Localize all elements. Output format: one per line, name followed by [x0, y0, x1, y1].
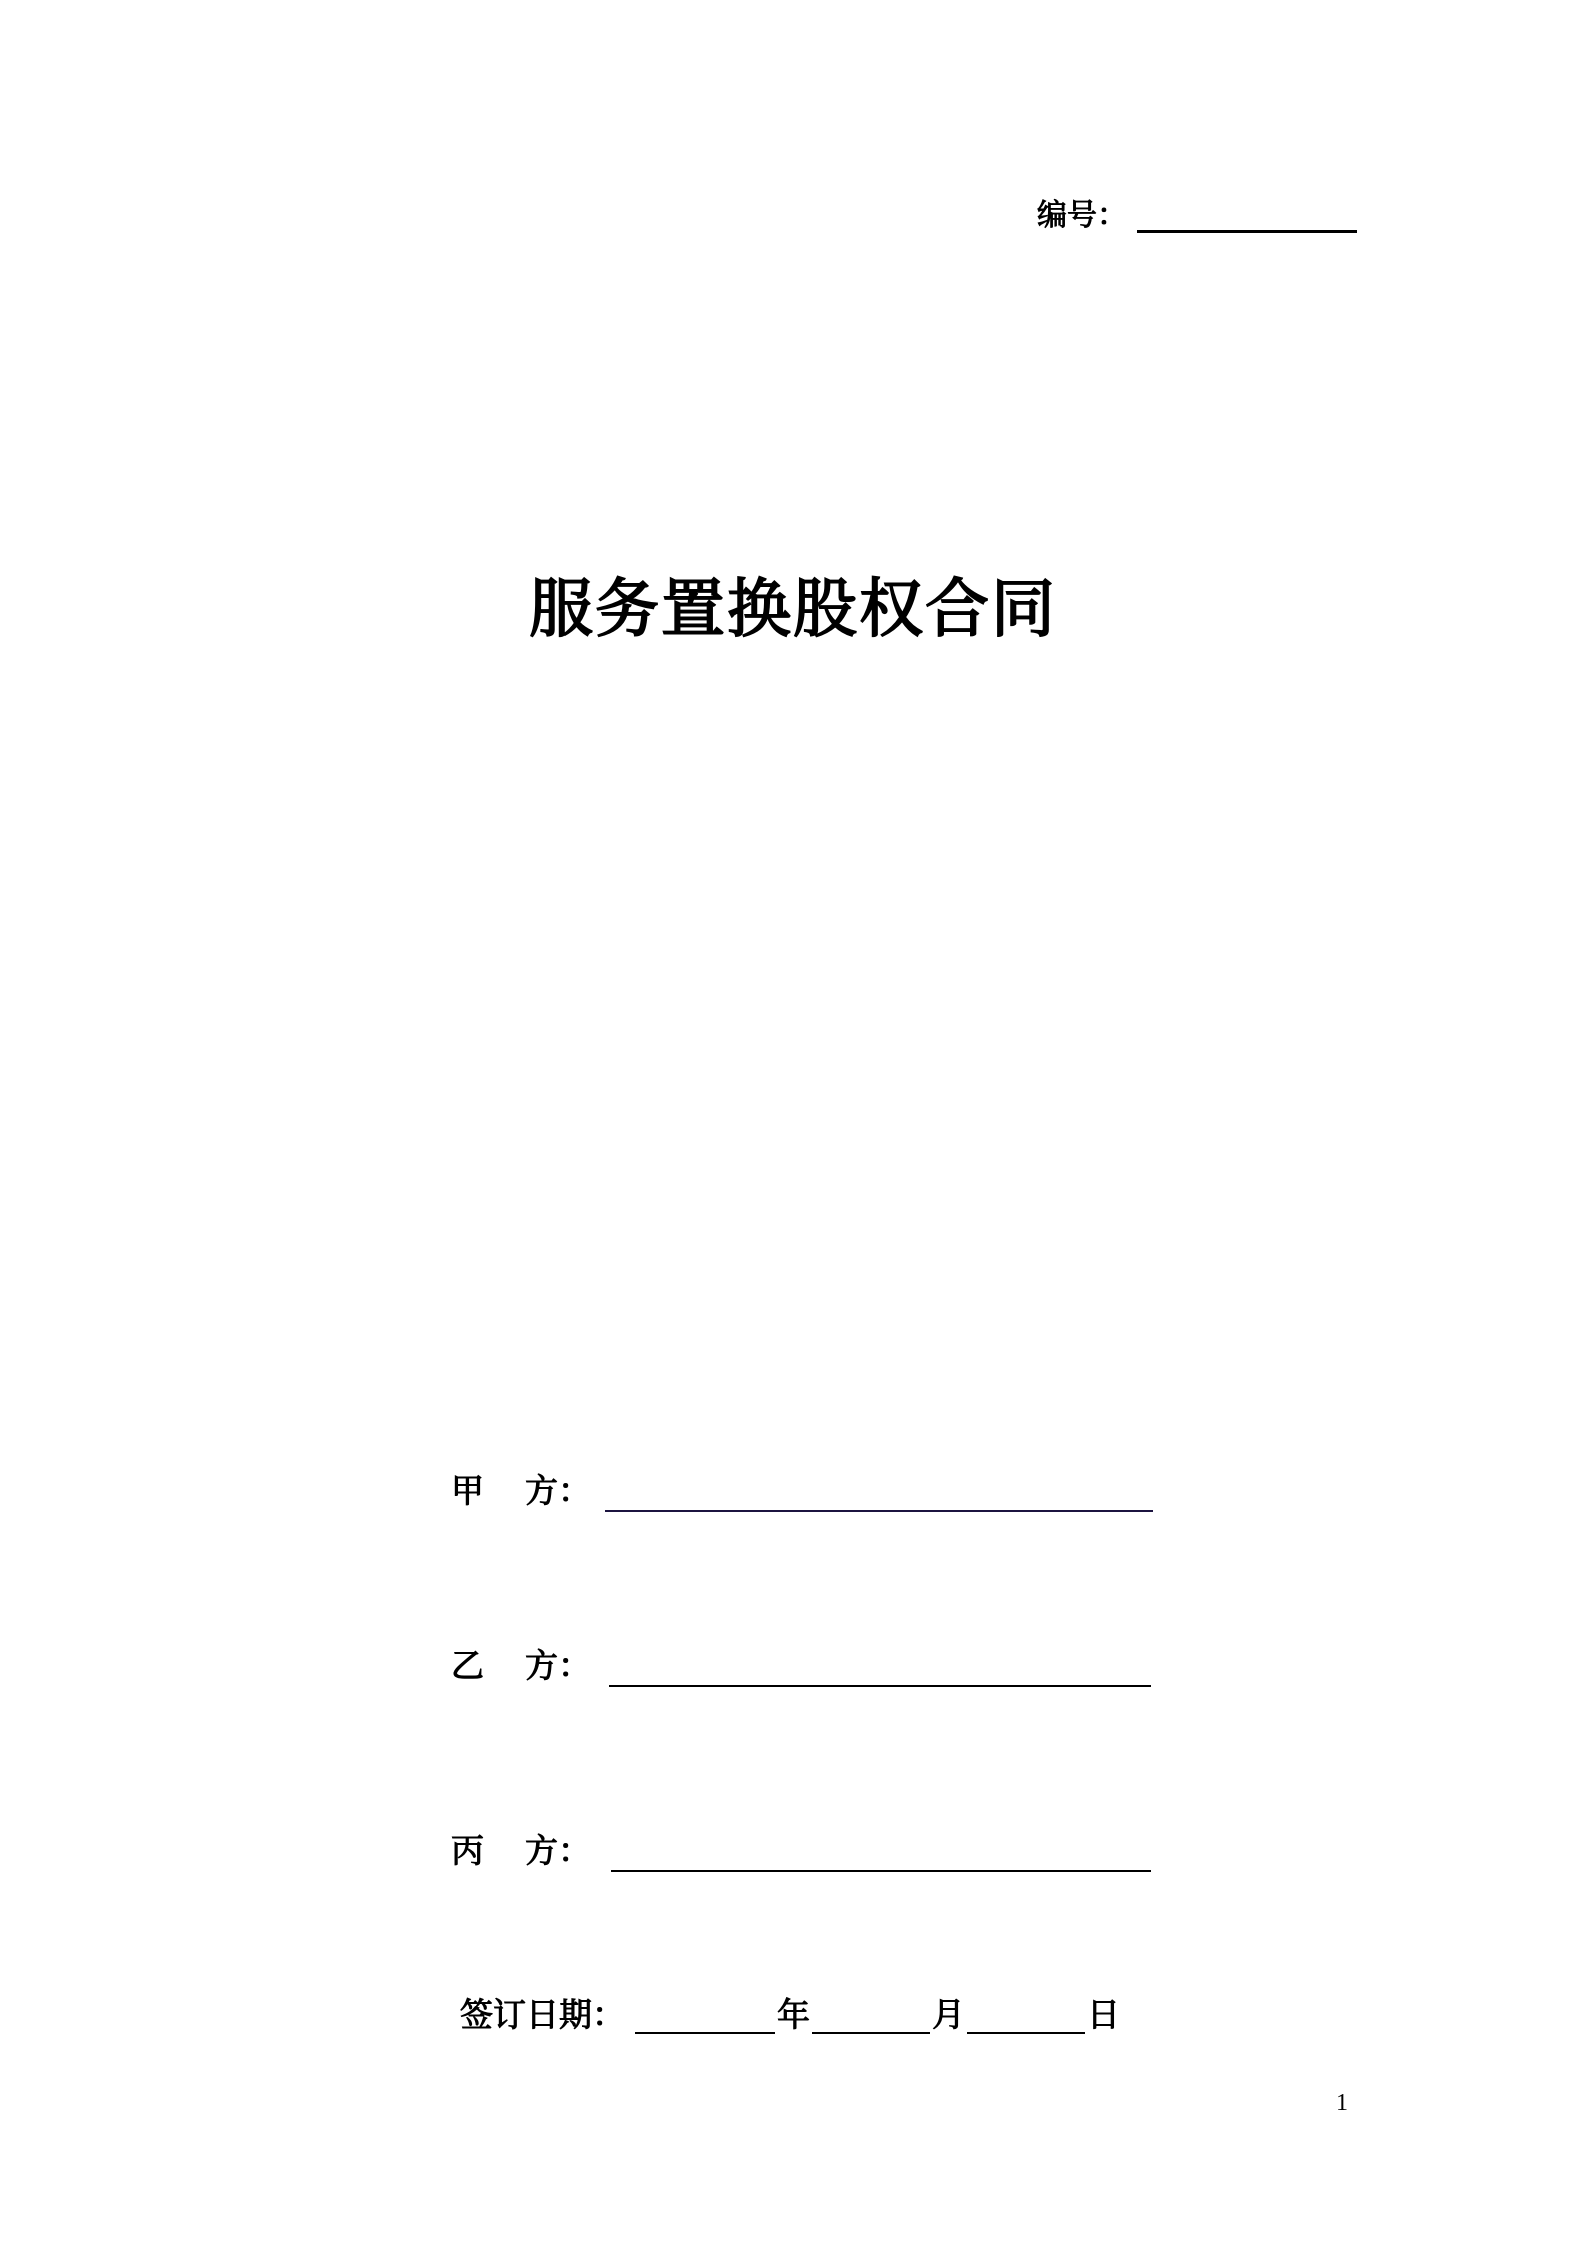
sign-date-month-label: 月 — [932, 1995, 965, 2034]
sign-date-month-blank[interactable] — [812, 2032, 930, 2034]
party-b-label — [451, 1641, 591, 1691]
party-a-label — [451, 1466, 591, 1516]
party-a-blank[interactable] — [605, 1510, 1153, 1512]
document-number-label: 编号： — [1037, 198, 1127, 233]
sign-date-row — [460, 1990, 1120, 2040]
sign-date-day-label: 日 — [1087, 1995, 1120, 2034]
party-a-char: 甲 — [451, 1471, 484, 1510]
party-b-row — [451, 1641, 1151, 1691]
page-number: 1 — [1336, 2090, 1348, 2116]
party-b-char: 乙 — [451, 1646, 484, 1685]
sign-date-label: 签订日期： — [460, 1995, 625, 2034]
party-b-blank[interactable] — [609, 1685, 1151, 1687]
document-title: 服务置换股权合同 — [529, 573, 1057, 647]
party-a-suffix: 方： — [525, 1471, 591, 1510]
party-c-label — [451, 1826, 591, 1876]
party-c-char: 丙 — [451, 1831, 484, 1870]
sign-date-year-label: 年 — [777, 1995, 810, 2034]
party-c-blank[interactable] — [611, 1870, 1151, 1872]
document-number-field — [1037, 193, 1357, 239]
sign-date-day-blank[interactable] — [967, 2032, 1085, 2034]
party-c-suffix: 方： — [525, 1831, 591, 1870]
party-c-row — [451, 1826, 1151, 1876]
sign-date-year-blank[interactable] — [635, 2032, 775, 2034]
party-b-suffix: 方： — [525, 1646, 591, 1685]
party-a-row — [451, 1466, 1153, 1516]
document-number-blank[interactable] — [1137, 230, 1357, 233]
